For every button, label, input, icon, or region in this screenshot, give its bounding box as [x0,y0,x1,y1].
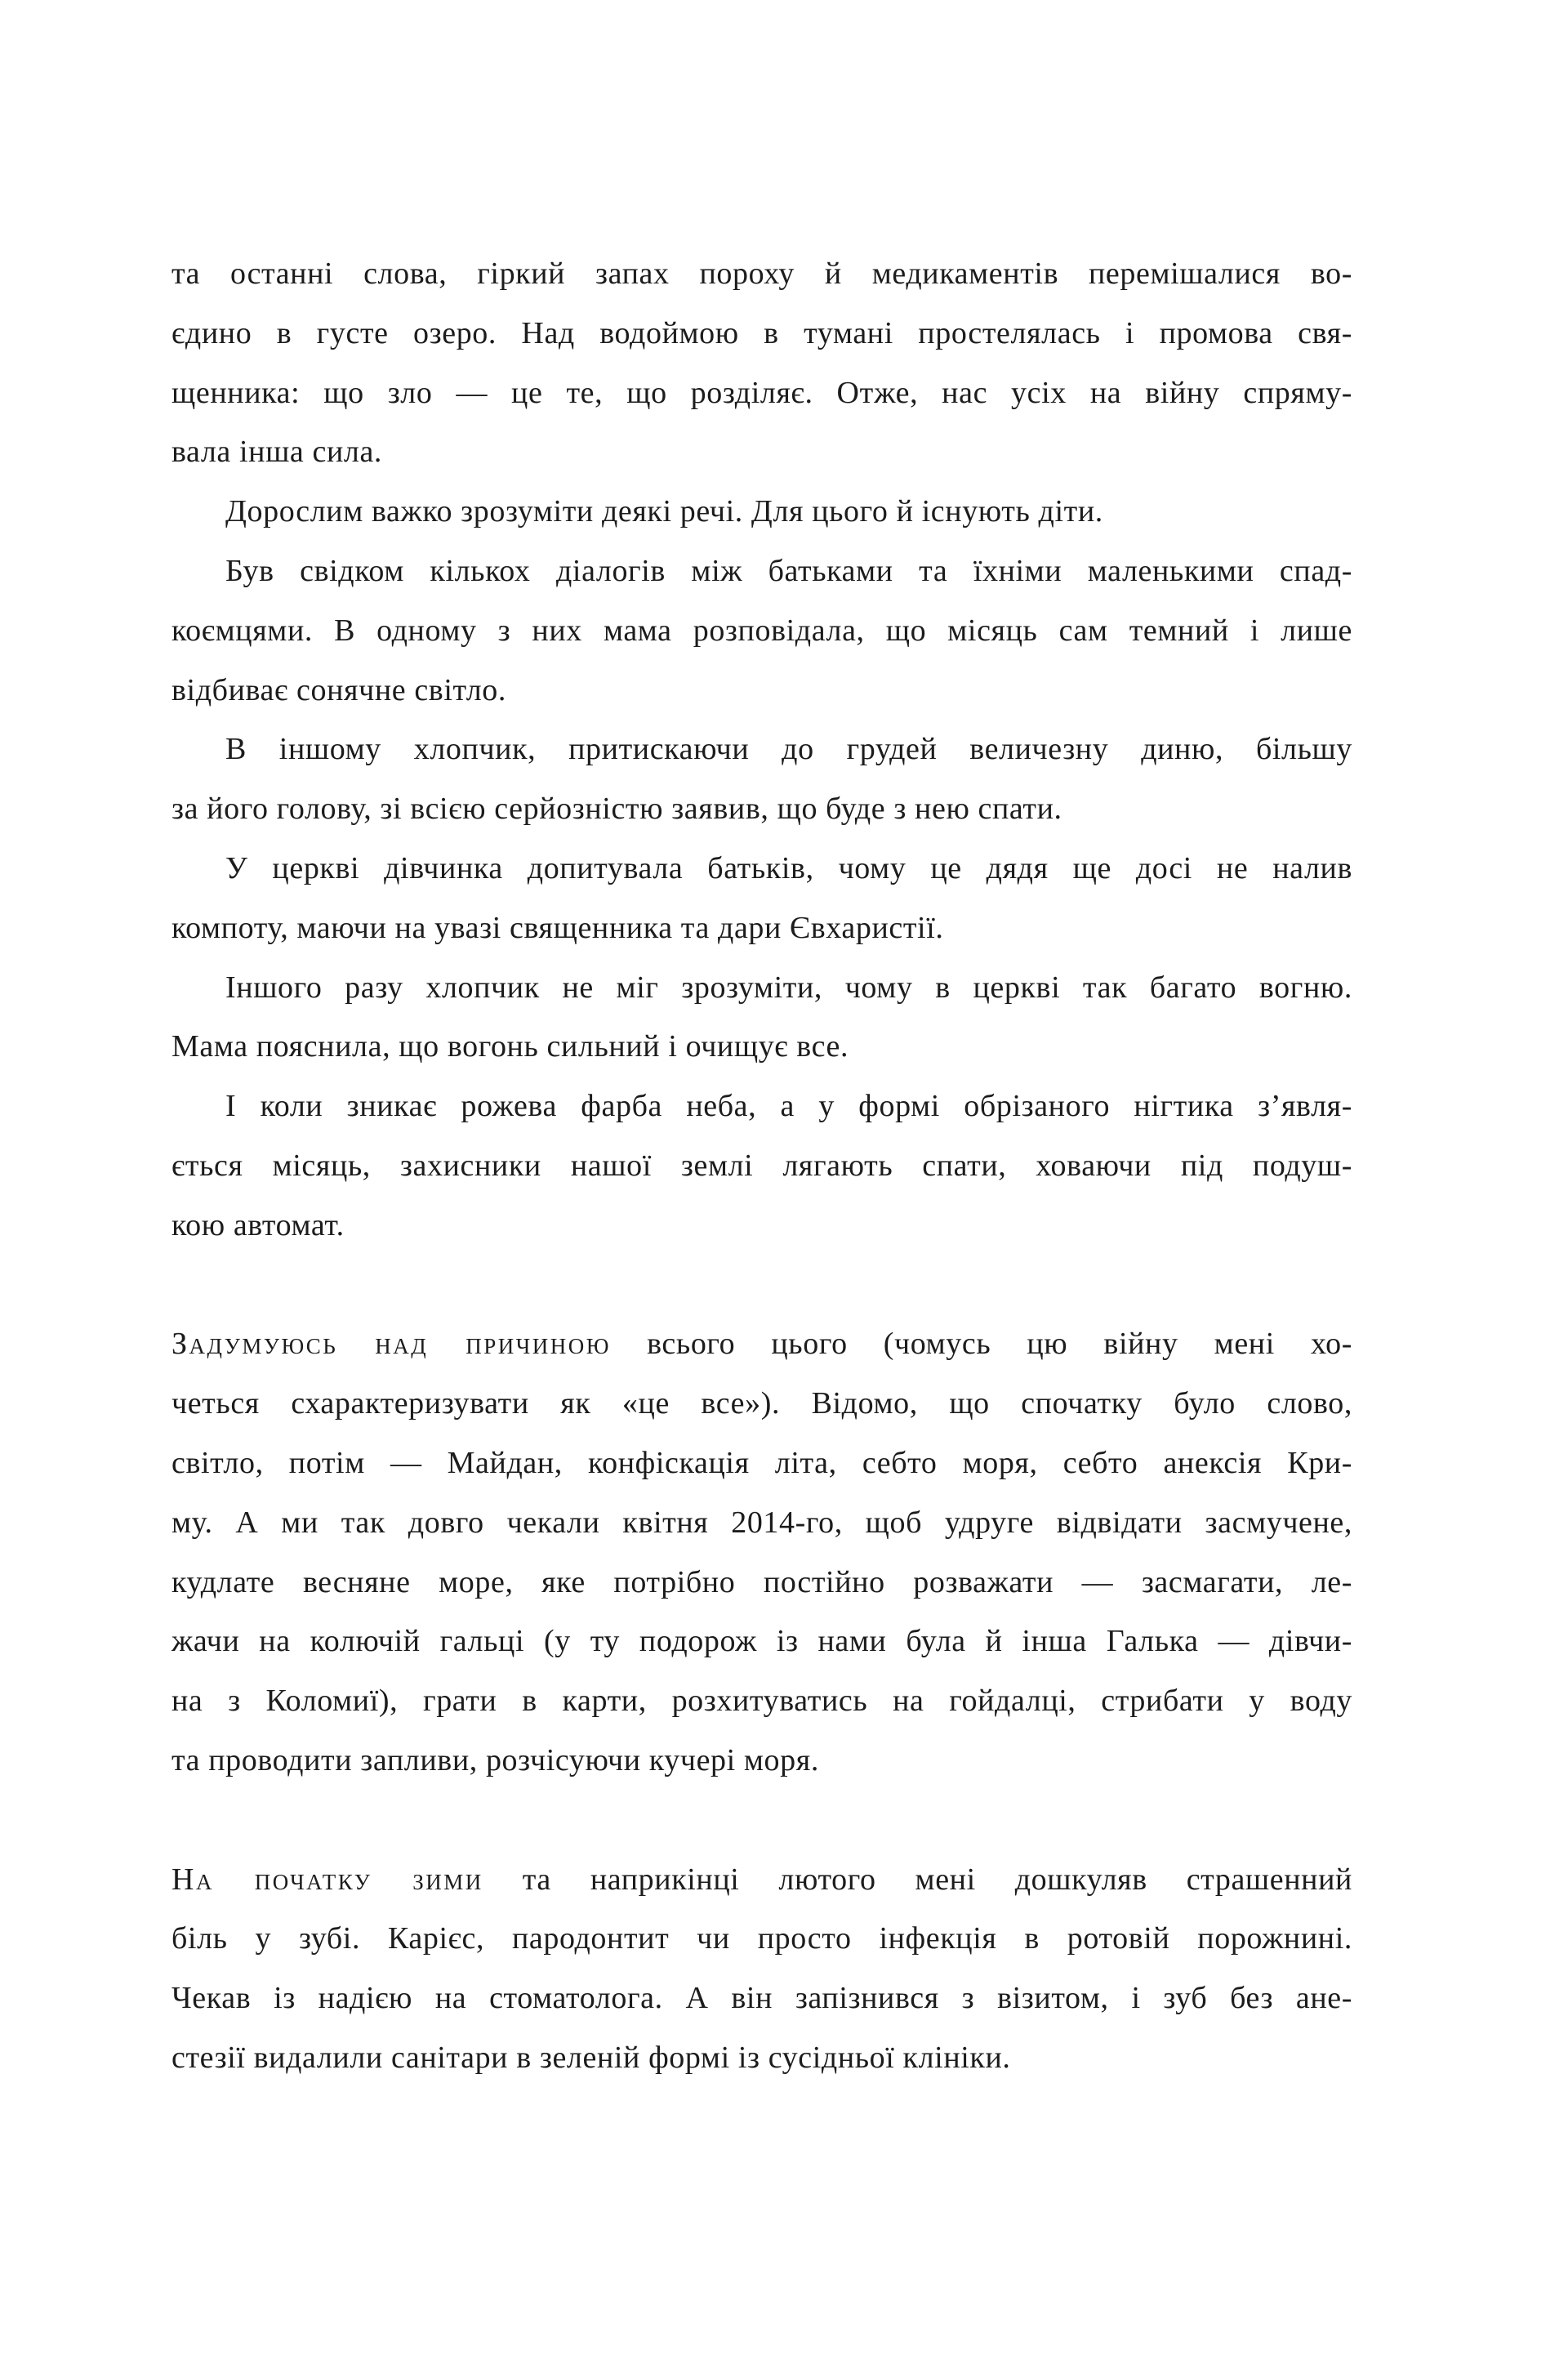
line-text: Був свідком кількох діалогів між батьками та їхніми маленькими спад- [225,553,1352,588]
text-line [172,422,1352,482]
text-line [172,1553,1352,1612]
paragraph [172,1077,1352,1255]
text-line [172,1731,1352,1791]
text-line [172,1077,1352,1136]
text-line [172,1314,1352,1374]
line-text: на з Коломиї), грати в карти, розхитуватись на гойдалці, стрибати у воду [172,1684,1352,1719]
text-line [172,1612,1352,1671]
text-line [172,2028,1352,2088]
line-text: В іншому хлопчик, притискаючи до грудей величезну диню, більшу [225,732,1352,767]
text-section [172,1314,1352,1790]
line-text: та наприкінці лютого мені дошкуляв страшенний [483,1862,1352,1897]
line-text: всього цього (чомусь цю війну мені хо- [611,1327,1352,1362]
small-caps-lead: На початку зими [172,1862,483,1897]
line-text: компоту, маючи на увазі священника та дари Євхаристії. [172,910,944,945]
text-line [172,1136,1352,1196]
line-text: вала інша сила. [172,435,383,470]
line-text: У церкві дівчинка допитувала батьків, чому це дядя ще досі не налив [225,850,1352,885]
paragraph [172,839,1352,958]
paragraph [172,1850,1352,2088]
text-line [172,1434,1352,1493]
paragraph [172,542,1352,720]
text-line [172,958,1352,1018]
text-line [172,1909,1352,1969]
paragraph [172,958,1352,1077]
text-section [172,244,1352,1256]
text-line [172,661,1352,720]
book-page [172,244,1352,2088]
line-text: та останні слова, гіркий запах пороху й медикаментів перемішалися во- [172,256,1352,291]
paragraph [172,244,1352,482]
line-text: му. А ми так довго чекали квітня 2014-го, щоб удруге відвідати засмучене, [172,1505,1352,1540]
line-text: коємцями. В одному з них мама розповідала, що місяць сам темний і лише [172,613,1352,648]
text-line [172,1493,1352,1553]
text-line [172,542,1352,601]
line-text: жачи на колючій гальці (у ту подорож із нами була й інша Галька — дівчи- [172,1624,1352,1659]
paragraph [172,720,1352,839]
line-text: Іншого разу хлопчик не міг зрозуміти, чому в церкві так багато вогню. [225,970,1352,1005]
line-text: Мама пояснила, що вогонь сильний і очищує все. [172,1029,849,1064]
small-caps-lead: Задумуюсь над причиною [172,1327,612,1362]
text-section [172,1850,1352,2088]
line-text: щенника: що зло — це те, що розділяє. Отже, нас усіх на війну спряму- [172,375,1352,410]
line-text: єдино в густе озеро. Над водоймою в тумані простелялась і промова свя- [172,315,1352,350]
line-text: І коли зникає рожева фарба неба, а у формі обрізаного нігтика з’явля- [225,1089,1352,1124]
text-line [172,720,1352,779]
line-text: стезії видалили санітари в зеленій формі із сусідньої клініки. [172,2040,1011,2075]
line-text: біль у зубі. Карієс, пародонтит чи просто інфекція в ротовій порожнині. [172,1921,1352,1956]
text-line [172,899,1352,958]
line-text: кудлате весняне море, яке потрібно постійно розважати — засмагати, ле- [172,1564,1352,1599]
text-line [172,304,1352,364]
text-line [172,1850,1352,1910]
text-line [172,839,1352,899]
text-line [172,482,1352,542]
paragraph [172,1314,1352,1790]
line-text: Чекав із надією на стоматолога. А він запізнився з візитом, і зуб без ане- [172,1981,1352,2016]
line-text: четься схарактеризувати як «це все»). Відомо, що спочатку було слово, [172,1386,1352,1421]
text-line [172,779,1352,839]
text-line [172,1969,1352,2028]
text-line [172,1671,1352,1731]
line-text: кою автомат. [172,1207,345,1242]
text-line [172,1196,1352,1256]
text-line [172,244,1352,304]
paragraph [172,482,1352,542]
text-line [172,364,1352,423]
line-text: відбиває сонячне світло. [172,672,507,707]
line-text: та проводити запливи, розчісуючи кучері моря. [172,1742,819,1777]
text-line [172,1017,1352,1077]
line-text: світло, потім — Майдан, конфіскація літа, себто моря, себто анексія Кри- [172,1445,1352,1480]
text-line [172,1374,1352,1434]
text-line [172,601,1352,661]
line-text: ється місяць, захисники нашої землі лягають спати, ховаючи під подуш- [172,1148,1352,1183]
line-text: за його голову, зі всією серйозністю заявив, що буде з нею спати. [172,792,1062,827]
line-text: Дорослим важко зрозуміти деякі речі. Для цього й існують діти. [225,494,1103,529]
